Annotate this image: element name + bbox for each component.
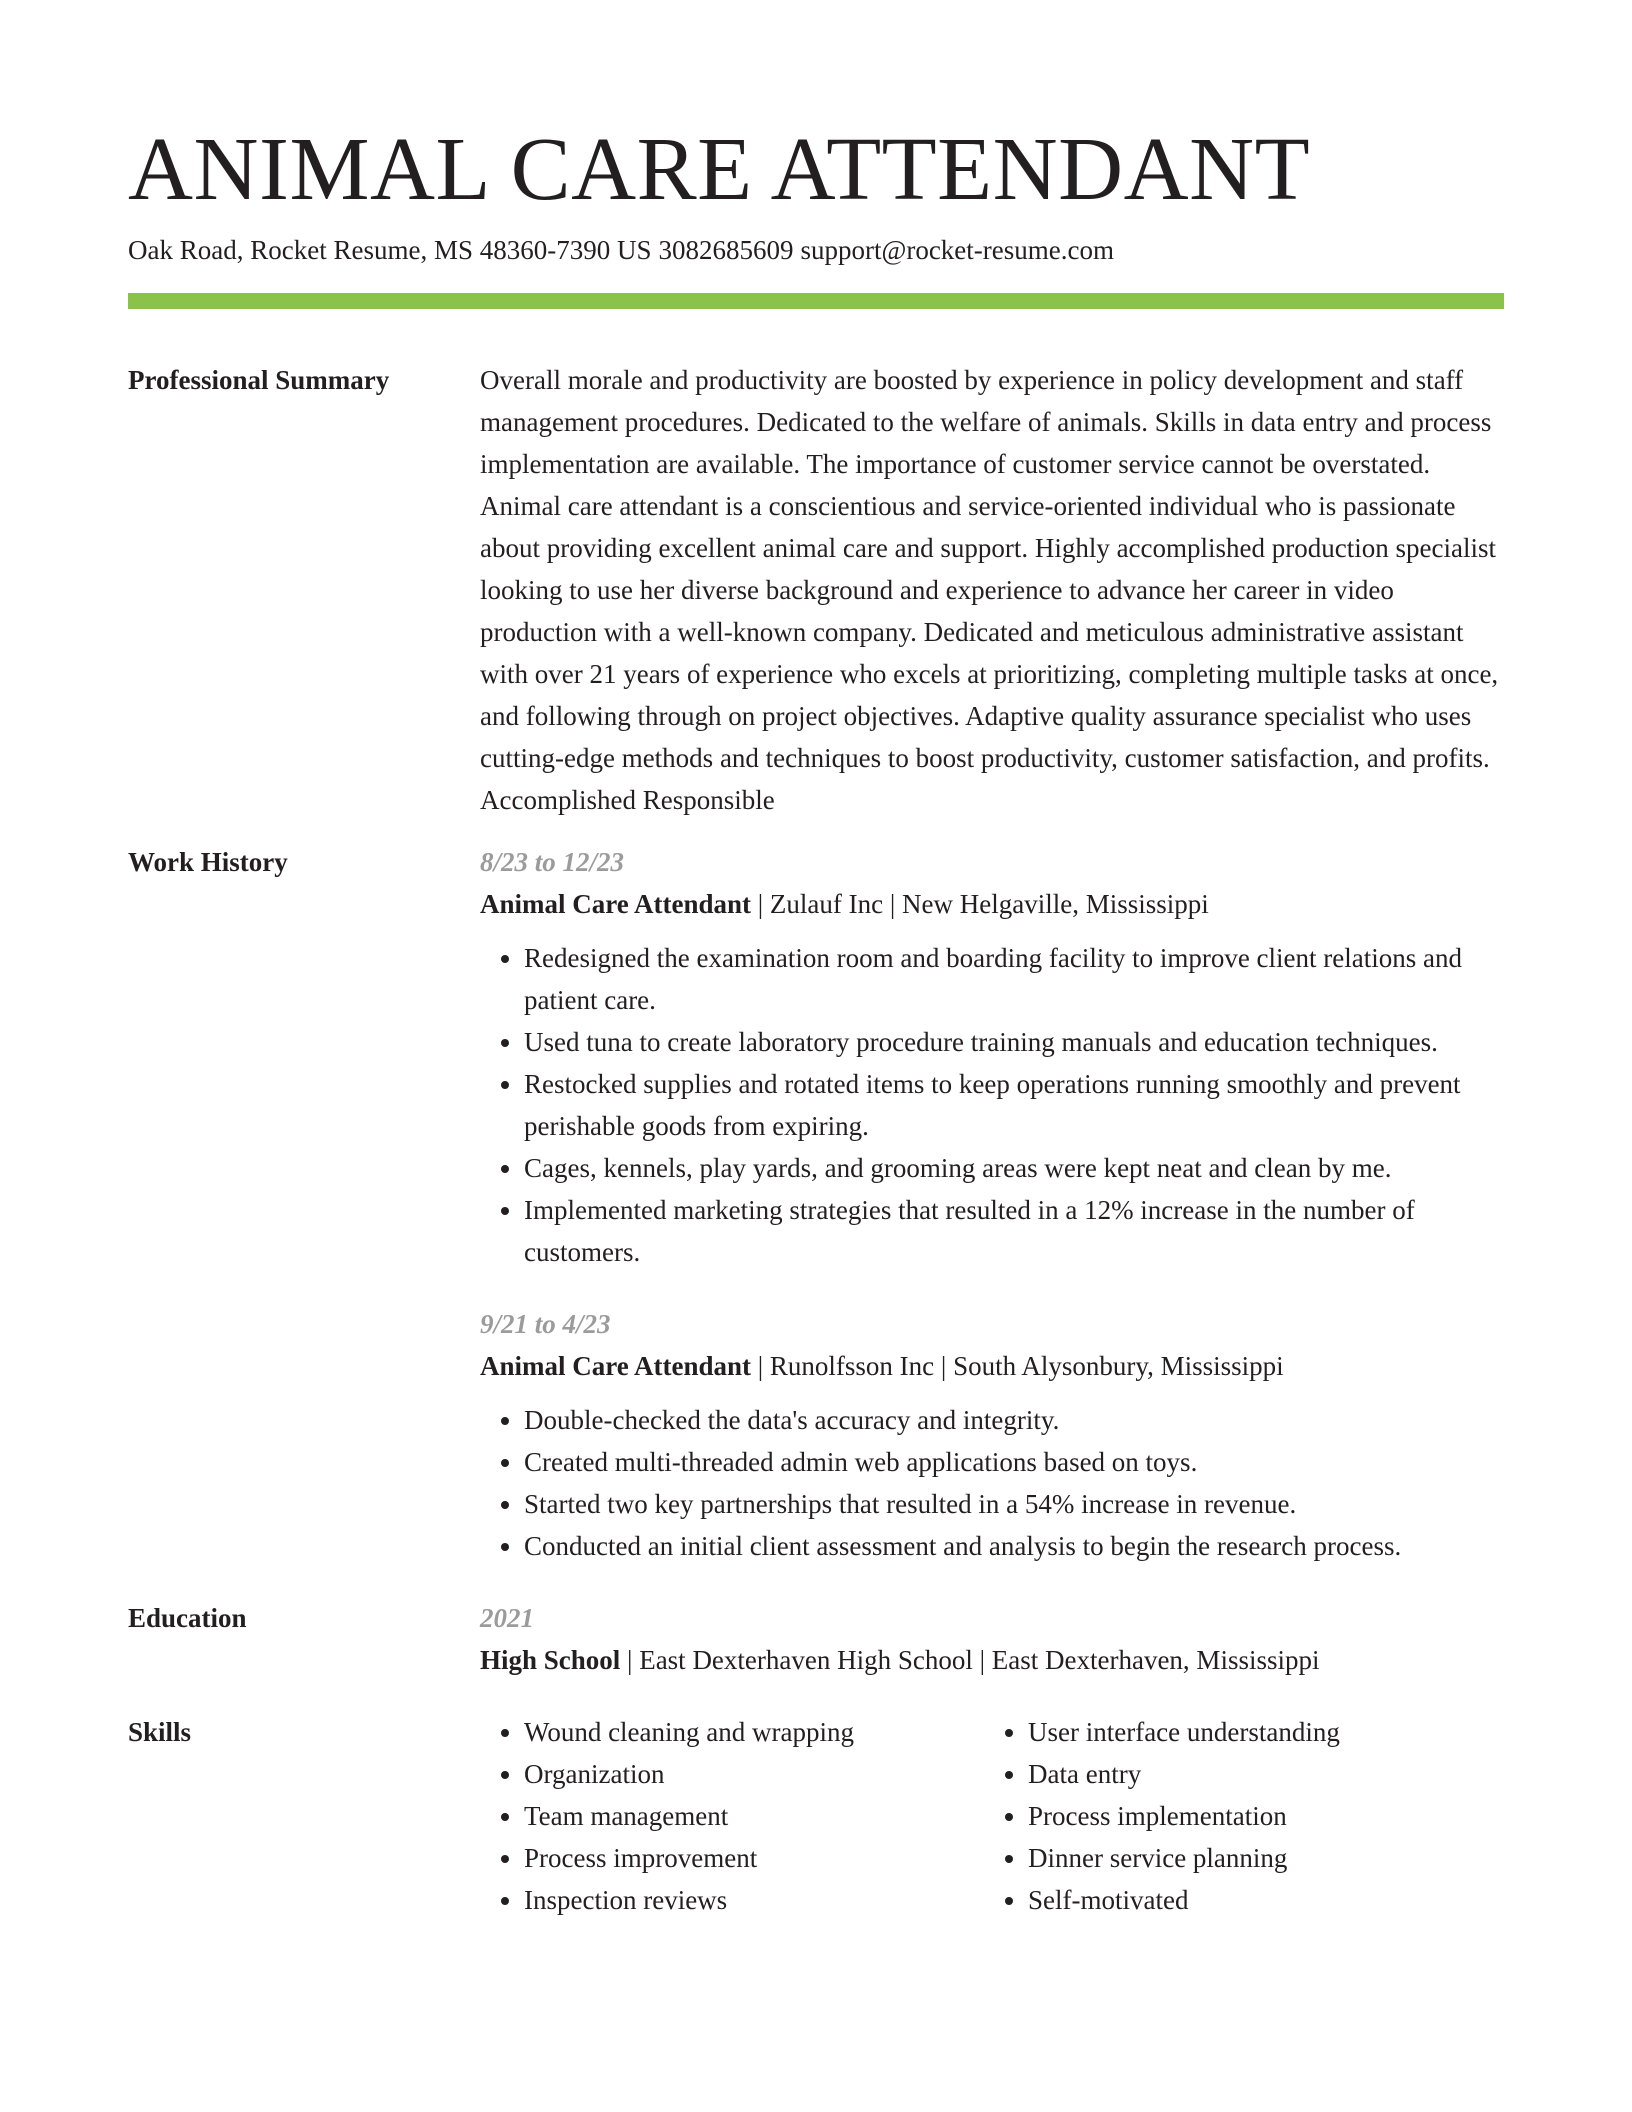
skills-body xyxy=(480,1711,1504,1921)
job-dates: 8/23 to 12/23 xyxy=(480,847,625,877)
skill-item: • Data entry xyxy=(1028,1753,1504,1795)
job-bullet: • Used tuna to create laboratory procedure training manuals and education techniques. xyxy=(524,1021,1504,1063)
job-dates: 9/21 to 4/23 xyxy=(480,1309,611,1339)
section-heading-summary: Professional Summary xyxy=(128,365,390,395)
section-heading-skills: Skills xyxy=(128,1717,192,1747)
section-heading-education: Education xyxy=(128,1603,247,1633)
job-title: Animal Care Attendant xyxy=(480,889,752,919)
skill-item: • Team management xyxy=(524,1795,984,1837)
resume-page xyxy=(128,118,1504,1921)
contact-phone: 3082685609 xyxy=(658,235,794,265)
header-divider xyxy=(128,293,1504,309)
skills-list-left xyxy=(480,1711,984,1921)
job-bullet: • Redesigned the examination room and boarding facility to improve client relations and patient care. xyxy=(524,937,1504,1021)
skill-item: • User interface understanding xyxy=(1028,1711,1504,1753)
skills-section xyxy=(128,1711,1504,1921)
job-heading xyxy=(480,1345,1504,1387)
education-school-location: | East Dexterhaven High School | East Dexterhaven, Mississippi xyxy=(620,1645,1320,1675)
job-bullet: • Created multi-threaded admin web applications based on toys. xyxy=(524,1441,1504,1483)
job-bullet: • Double-checked the data's accuracy and integrity. xyxy=(524,1399,1504,1441)
education-heading xyxy=(480,1639,1504,1681)
skill-item: • Self-motivated xyxy=(1028,1879,1504,1921)
job-bullet: • Conducted an initial client assessment and analysis to begin the research process. xyxy=(524,1525,1504,1567)
job-heading xyxy=(480,883,1504,925)
job-bullet: • Started two key partnerships that resulted in a 54% increase in revenue. xyxy=(524,1483,1504,1525)
job-bullet: • Restocked supplies and rotated items to keep operations running smoothly and prevent perishable goods from expiring. xyxy=(524,1063,1504,1147)
skill-item: • Wound cleaning and wrapping xyxy=(524,1711,984,1753)
job-entry xyxy=(480,841,1504,1273)
candidate-name: ANIMAL CARE ATTENDANT xyxy=(128,120,1311,219)
work-history-section xyxy=(128,841,1504,1567)
section-heading-work: Work History xyxy=(128,847,288,877)
job-bullets xyxy=(480,1399,1504,1567)
contact-email: support@rocket-resume.com xyxy=(800,235,1114,265)
skill-item: • Dinner service planning xyxy=(1028,1837,1504,1879)
summary-text: Overall morale and productivity are boosted by experience in policy development and staff management procedures. Dedicated to the welfare of animals. Skills in data entry and process implementation are available. The importance of customer service cannot be overstated. Animal care attendant is a conscientious and service-oriented individual who is passionate about providing excellent animal care and support. Highly accomplished production specialist looking to use her diverse background and experience to advance her career in video production with a well-known company. Dedicated and meticulous administrative assistant with over 21 years of experience who excels at prioritizing, completing multiple tasks at once, and following through on project objectives. Adaptive quality assurance specialist who uses cutting-edge methods and techniques to boost productivity, customer satisfaction, and profits. Accomplished Responsible xyxy=(480,365,1499,815)
education-degree: High School xyxy=(480,1645,621,1675)
professional-summary-section xyxy=(128,359,1504,821)
job-title: Animal Care Attendant xyxy=(480,1351,752,1381)
education-year: 2021 xyxy=(480,1603,534,1633)
job-bullet: • Implemented marketing strategies that resulted in a 12% increase in the number of customers. xyxy=(524,1189,1504,1273)
job-bullets xyxy=(480,937,1504,1273)
job-bullet: • Cages, kennels, play yards, and grooming areas were kept neat and clean by me. xyxy=(524,1147,1504,1189)
job-entry xyxy=(480,1303,1504,1567)
contact-line xyxy=(128,232,1504,268)
skill-item: • Process implementation xyxy=(1028,1795,1504,1837)
contact-address: Oak Road, Rocket Resume, MS 48360-7390 US xyxy=(128,235,652,265)
work-history-body xyxy=(480,841,1504,1567)
job-employer-location: | Runolfsson Inc | South Alysonbury, Mississippi xyxy=(751,1351,1284,1381)
education-body xyxy=(480,1597,1504,1681)
skills-columns xyxy=(480,1711,1504,1921)
skills-list-right xyxy=(984,1711,1504,1921)
education-section xyxy=(128,1597,1504,1681)
skill-item: • Organization xyxy=(524,1753,984,1795)
skill-item: • Inspection reviews xyxy=(524,1879,984,1921)
skill-item: • Process improvement xyxy=(524,1837,984,1879)
job-employer-location: | Zulauf Inc | New Helgaville, Mississippi xyxy=(751,889,1209,919)
